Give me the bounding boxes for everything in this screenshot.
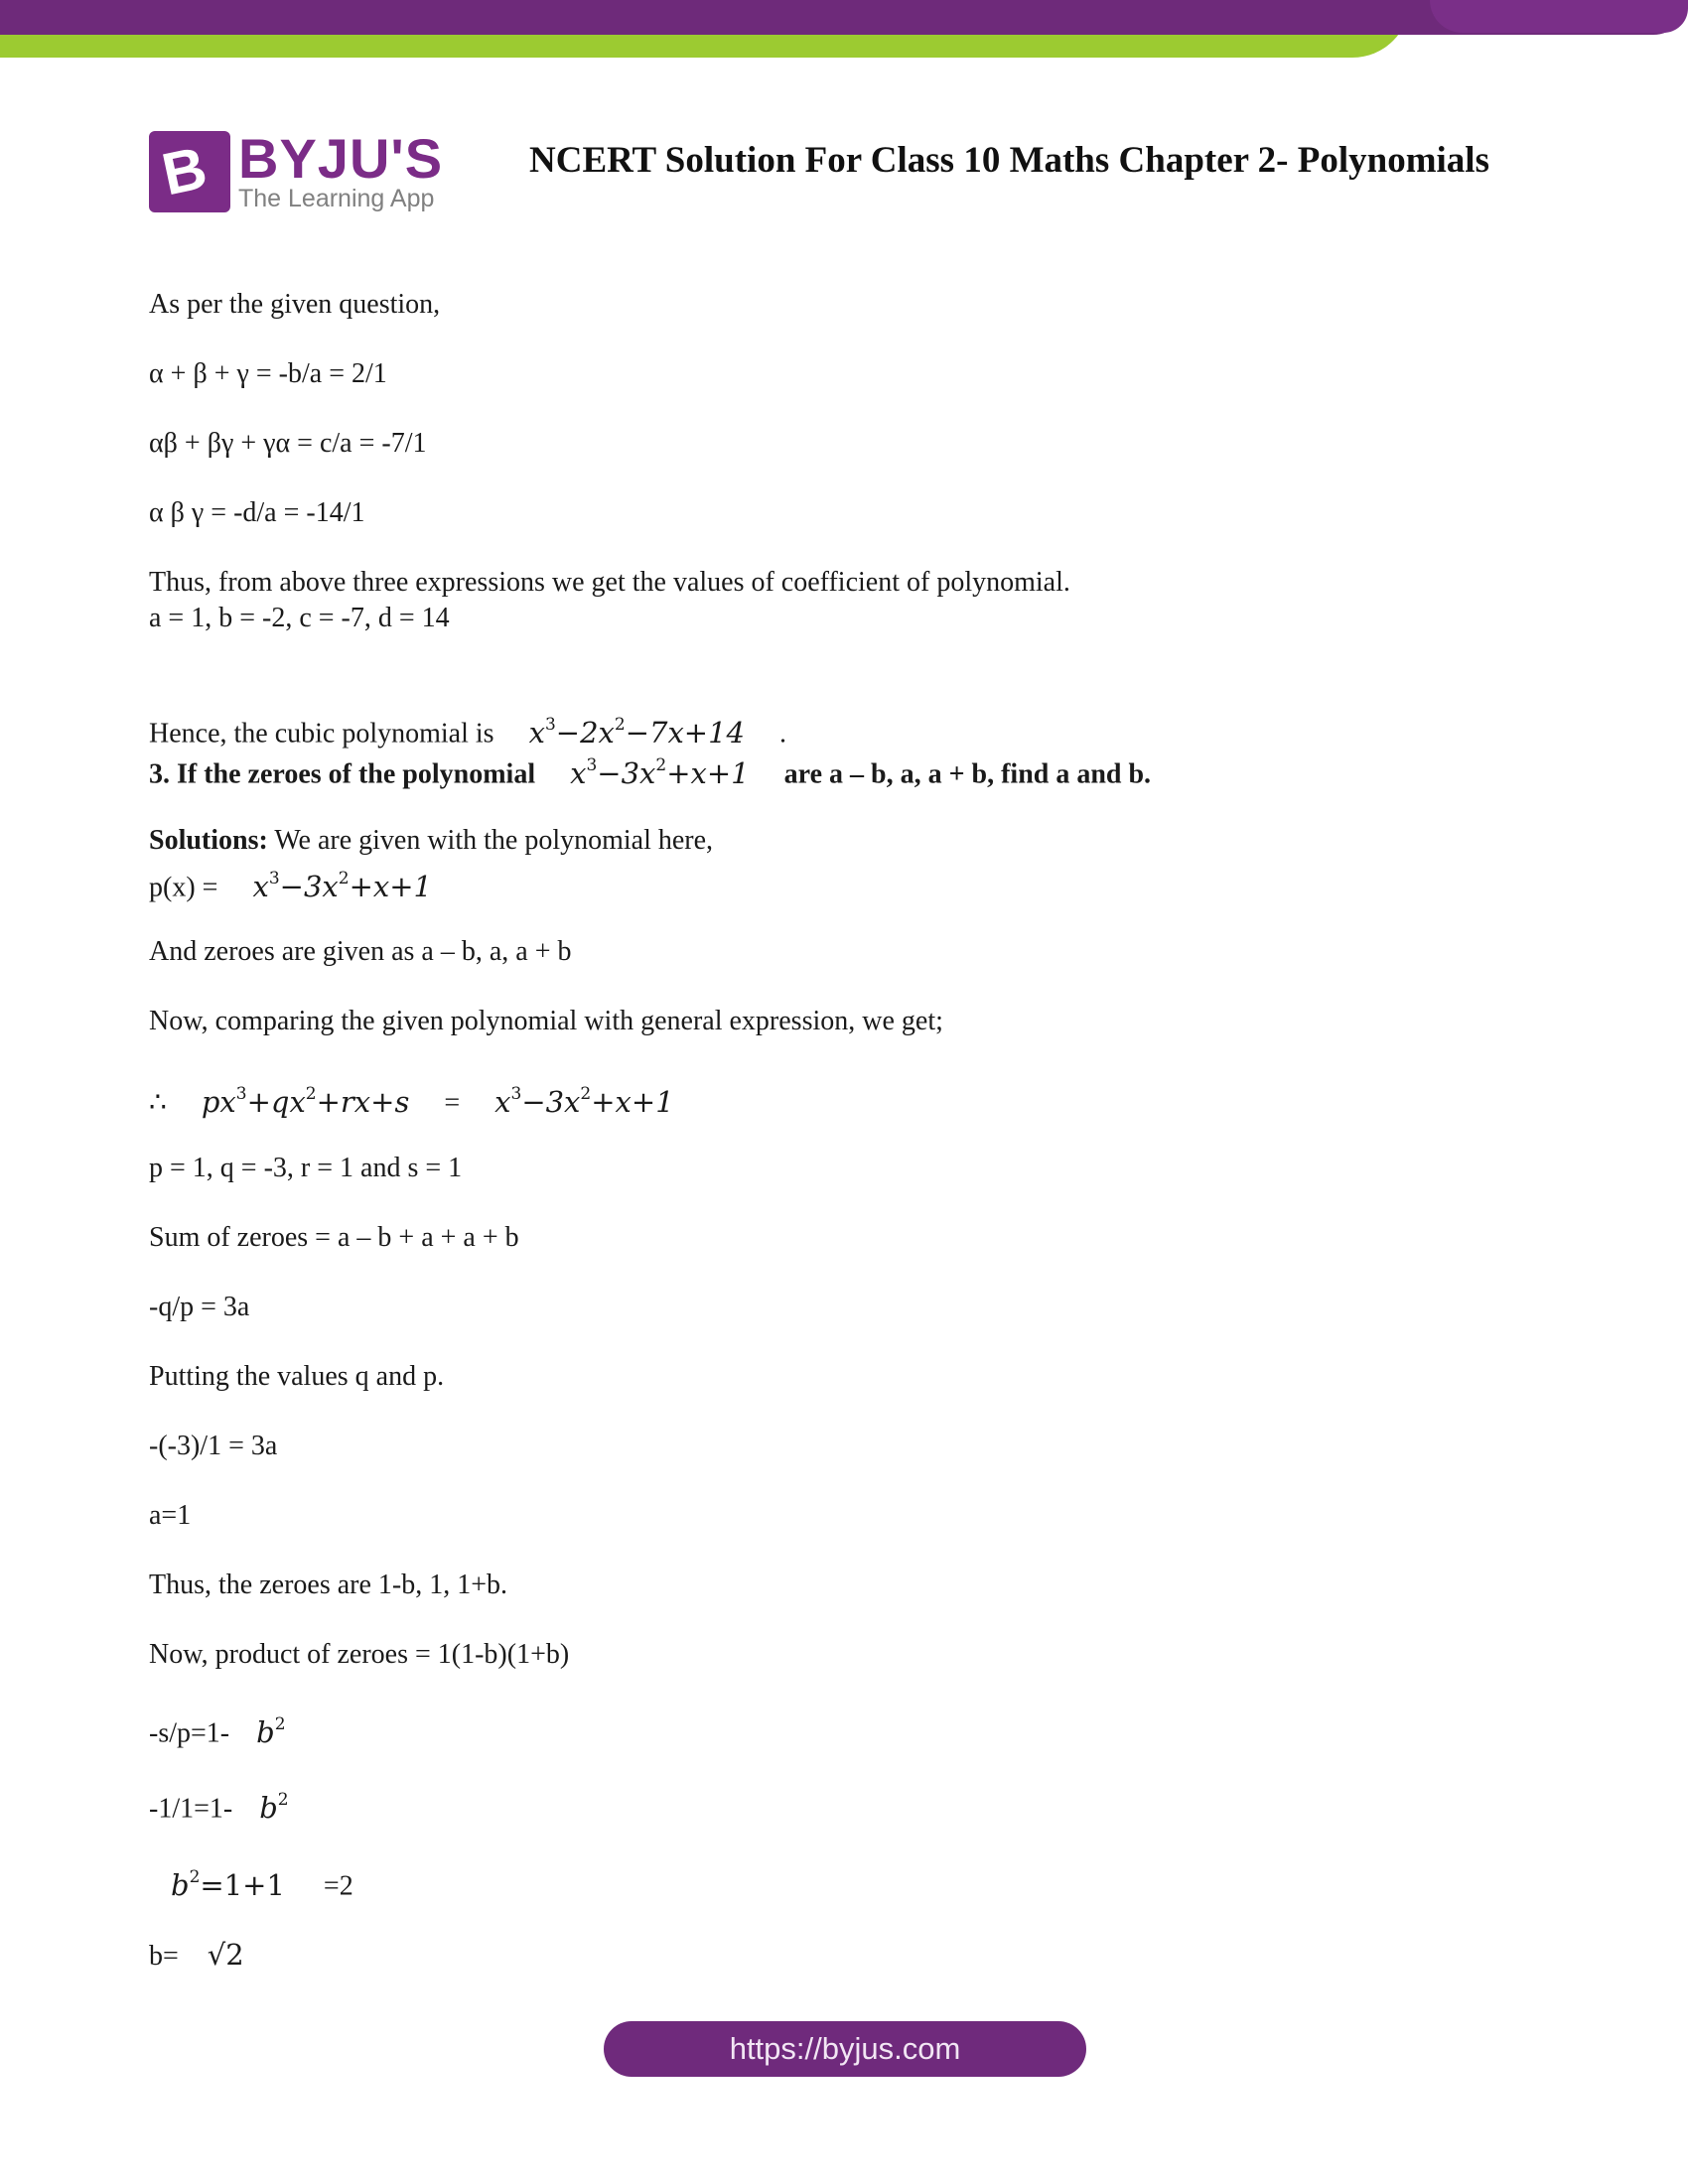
solution-intro — [149, 824, 713, 858]
solution-text: We are given with the polynomial here, — [274, 825, 714, 856]
equation-line — [171, 1862, 353, 1904]
text-line: -(-3)/1 = 3a — [149, 1431, 278, 1461]
text-line: As per the given question, — [149, 289, 441, 320]
equation-sum-of-zeroes: α + β + γ = -b/a = 2/1 — [149, 358, 387, 389]
equation-line — [149, 1938, 244, 1974]
solution-label: Solutions: — [149, 825, 268, 856]
footer-url[interactable]: https://byjus.com — [729, 2031, 961, 2066]
text-line: Sum of zeroes = a – b + a + a + b — [149, 1222, 519, 1253]
question-3 — [149, 751, 1151, 792]
given-form: $x^3-3x^2+x+1$ — [494, 1084, 674, 1119]
byjus-b-icon: B — [149, 131, 230, 212]
question-suffix: are a – b, a, a + b, find a and b. — [783, 758, 1152, 790]
text: =2 — [323, 1870, 353, 1902]
sqrt-expression: √2 — [207, 1938, 244, 1972]
text: Hence, the cubic polynomial is — [149, 718, 494, 750]
text-line: And zeroes are given as a – b, a, a + b — [149, 936, 572, 967]
math-expression: $x^3-2x^2-7x+14$ — [528, 715, 746, 750]
general-form: $px^3+qx^2+rx+s$ — [201, 1084, 410, 1119]
text-line: Thus, from above three expressions we get the values of coefficient of polynomial. — [149, 567, 1070, 598]
text-line: -q/p = 3a — [149, 1292, 250, 1322]
coefficient-values: a = 1, b = -2, c = -7, d = 14 — [149, 603, 450, 633]
text-line: a=1 — [149, 1500, 192, 1531]
therefore-symbol: ∴ — [149, 1087, 167, 1119]
math-expression: $x^3-3x^2+x+1$ — [570, 755, 750, 790]
math-expression: $b^2=1+1$ — [171, 1867, 285, 1902]
equals: = — [444, 1087, 461, 1119]
document-title: NCERT Solution For Class 10 Maths Chapter 2- Polynomials — [529, 140, 1489, 181]
period: . — [779, 718, 787, 750]
polynomial-definition — [149, 864, 432, 905]
brand-tagline: The Learning App — [238, 185, 435, 212]
px-label: p(x) = — [149, 872, 218, 903]
cubic-polynomial-result — [149, 710, 786, 751]
equation-line — [149, 1709, 286, 1751]
header-purple-band-tip — [1430, 0, 1688, 33]
text-line: Now, comparing the given polynomial with general expression, we get; — [149, 1006, 943, 1036]
text: -1/1=1- — [149, 1793, 233, 1825]
math-expression: $x^3-3x^2+x+1$ — [252, 869, 432, 903]
equation-line — [149, 1785, 289, 1827]
text-line: Now, product of zeroes = 1(1-b)(1+b) — [149, 1639, 570, 1670]
math-expression: $b^2$ — [259, 1790, 289, 1825]
math-expression: $b^2$ — [256, 1714, 286, 1749]
text-line: Putting the values q and p. — [149, 1361, 445, 1392]
text-line: Thus, the zeroes are 1-b, 1, 1+b. — [149, 1570, 508, 1600]
equation-sum-of-products: αβ + βγ + γα = c/a = -7/1 — [149, 428, 427, 459]
comparison-equation — [149, 1079, 674, 1121]
text: b= — [149, 1941, 179, 1972]
brand-name: BYJU'S — [238, 127, 444, 190]
byjus-logo — [149, 127, 444, 212]
text: -s/p=1- — [149, 1717, 230, 1749]
footer-url-link[interactable] — [604, 2021, 1086, 2077]
text-line: p = 1, q = -3, r = 1 and s = 1 — [149, 1153, 463, 1183]
equation-product-of-zeroes: α β γ = -d/a = -14/1 — [149, 497, 365, 528]
question-prefix: 3. If the zeroes of the polynomial — [149, 758, 536, 790]
